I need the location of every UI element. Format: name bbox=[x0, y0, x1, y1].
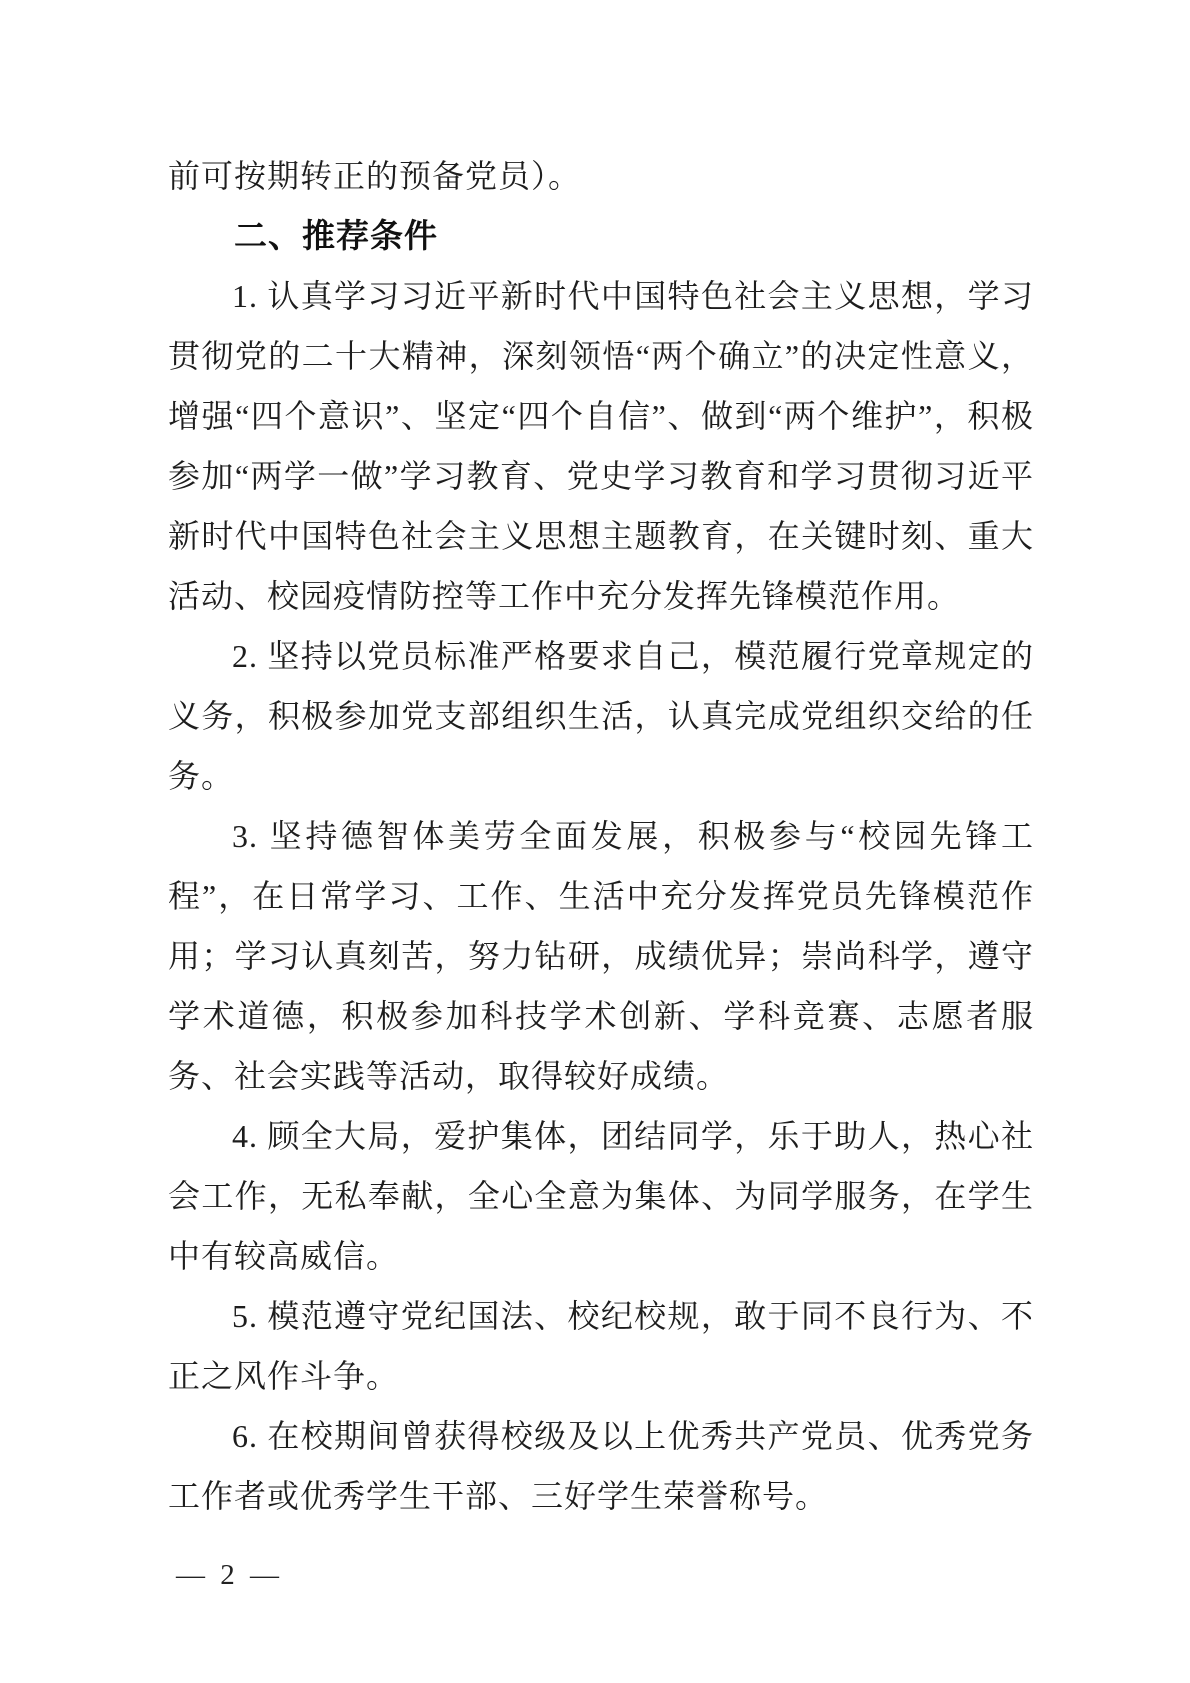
section-heading: 二、推荐条件 bbox=[234, 217, 438, 254]
continuation-paragraph: 前可按期转正的预备党员）。 bbox=[168, 158, 582, 194]
condition-paragraph-6: 6. 在校期间曾获得校级及以上优秀共产党员、优秀党务工作者或优秀学生干部、三好学生荣誉称号。 bbox=[168, 1418, 1034, 1514]
condition-paragraph-1: 1. 认真学习习近平新时代中国特色社会主义思想，学习贯彻党的二十大精神，深刻领悟“两个确立”的决定性意义，增强“四个意识”、坚定“四个自信”、做到“两个维护”，积极参加“两学一做”学习教育、党史学习教育和学习贯彻习近平新时代中国特色社会主义思想主题教育，在关键时刻、重大活动、校园疫情防控等工作中充分发挥先锋模范作用。 bbox=[168, 278, 1034, 614]
condition-paragraph-2: 2. 坚持以党员标准严格要求自己，模范履行党章规定的义务，积极参加党支部组织生活，认真完成党组织交给的任务。 bbox=[168, 638, 1034, 794]
condition-paragraph-5: 5. 模范遵守党纪国法、校纪校规，敢于同不良行为、不正之风作斗争。 bbox=[168, 1298, 1034, 1394]
condition-paragraph-3: 3. 坚持德智体美劳全面发展，积极参与“校园先锋工程”，在日常学习、工作、生活中充分发挥党员先锋模范作用；学习认真刻苦，努力钻研，成绩优异；崇尚科学，遵守学术道德，积极参加科技学术创新、学科竞赛、志愿者服务、社会实践等活动，取得较好成绩。 bbox=[168, 818, 1034, 1094]
page-number: — 2 — bbox=[176, 1559, 283, 1591]
condition-paragraph-4: 4. 顾全大局，爱护集体，团结同学，乐于助人，热心社会工作，无私奉献，全心全意为集体、为同学服务，在学生中有较高威信。 bbox=[168, 1118, 1034, 1274]
document-body bbox=[168, 146, 1034, 1526]
